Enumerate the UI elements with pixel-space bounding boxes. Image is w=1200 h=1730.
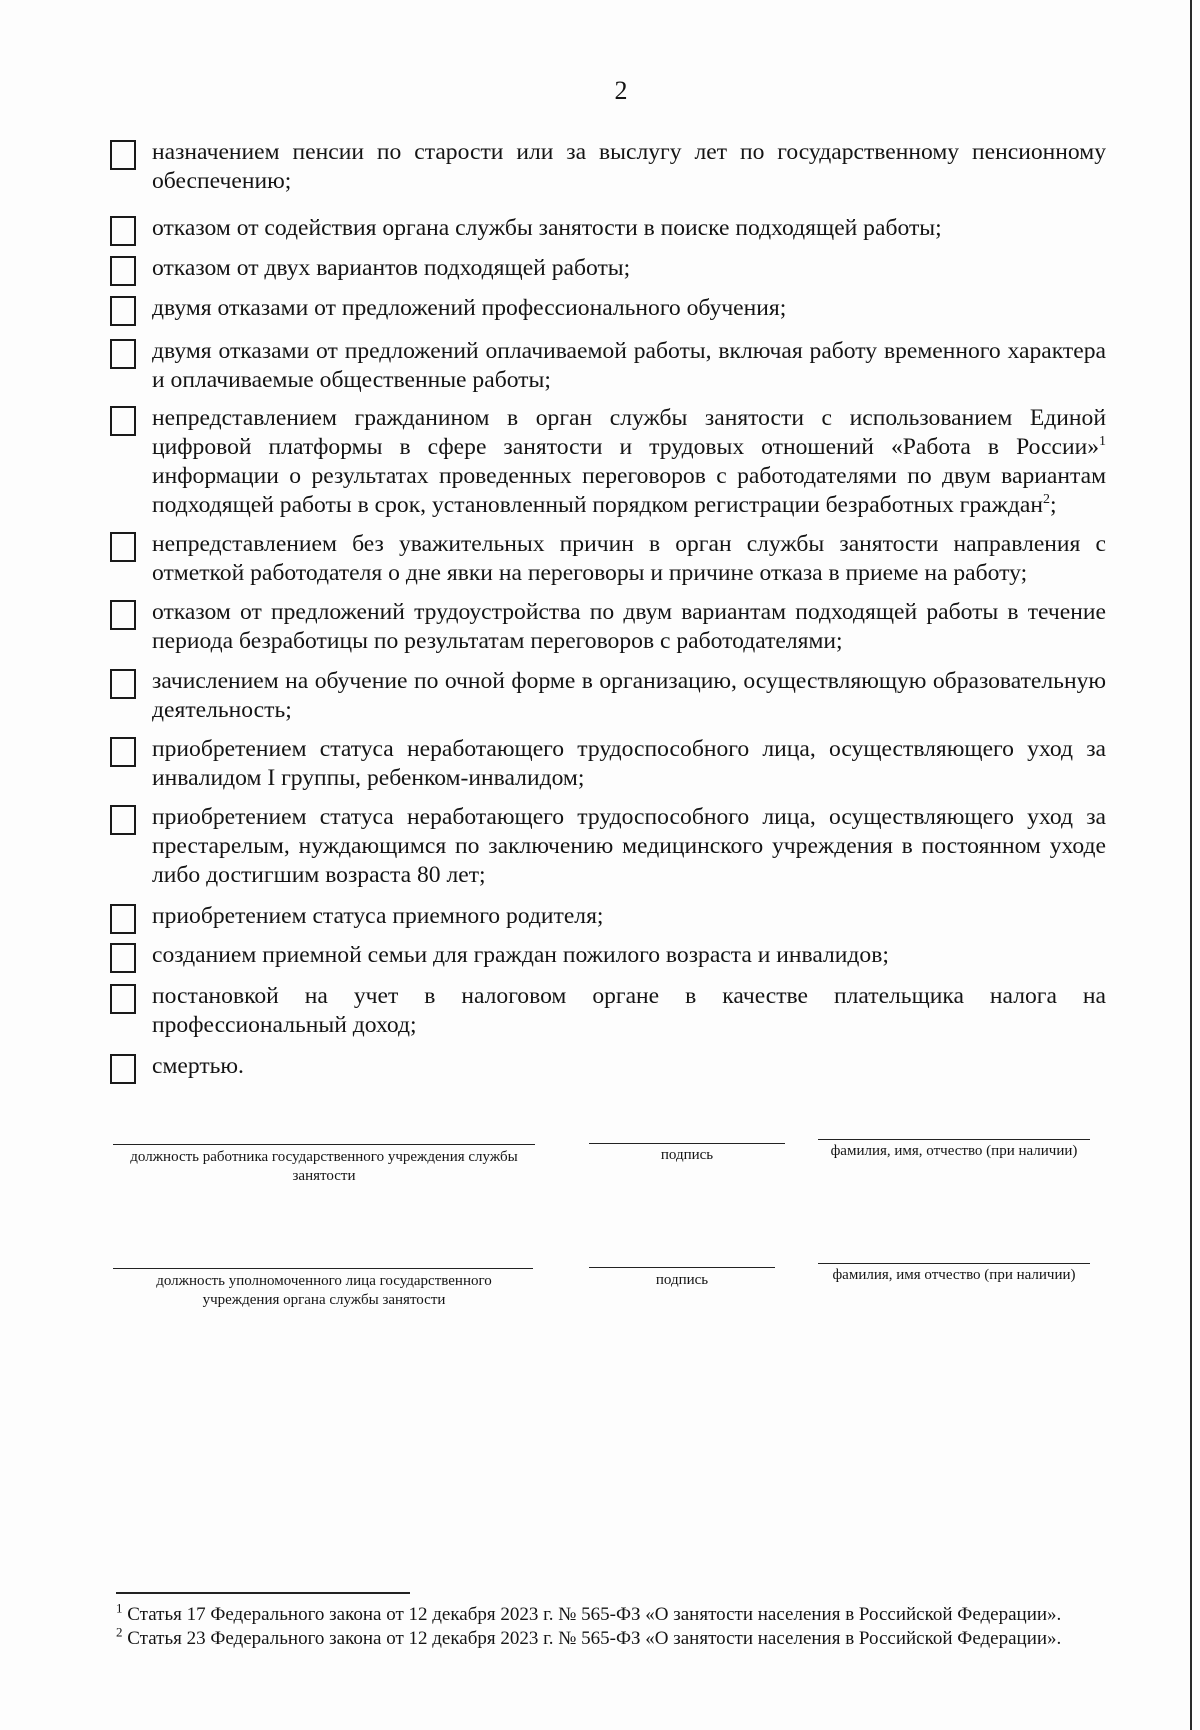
item-text: смертью.: [152, 1053, 244, 1079]
item-text: созданием приемной семьи для граждан пожилого возраста и инвалидов;: [152, 942, 889, 968]
item-text: [152, 404, 1106, 520]
position-caption: должность уполномоченного лица государственного учреждения органа службы занятости: [156, 1273, 492, 1308]
checkbox-pension[interactable]: [110, 140, 136, 170]
signature-line-position[interactable]: [113, 1144, 535, 1145]
checkbox-caregiver-elderly[interactable]: [110, 805, 136, 835]
checkbox-death[interactable]: [110, 1054, 136, 1084]
footnote-rule: [116, 1592, 410, 1594]
footnote-2: [116, 1624, 1156, 1651]
item-text-part: ;: [1050, 492, 1057, 518]
item-text: отказом от содействия органа службы занятости в поиске подходящей работы;: [152, 215, 942, 241]
footnote-mark: 2: [116, 1624, 123, 1640]
item-text: постановкой на учет в налоговом органе в качестве плательщика налога на профессиональный доход;: [152, 983, 1106, 1038]
checkbox-caregiver-disabled[interactable]: [110, 737, 136, 767]
item-text: приобретением статуса неработающего трудоспособного лица, осуществляющего уход за инвалидом I группы, ребенком-инвалидом;: [152, 736, 1106, 791]
footnote-text: Статья 17 Федерального закона от 12 декабря 2023 г. № 565-ФЗ «О занятости населения в Российской Федерации».: [122, 1604, 1062, 1625]
item-text: отказом от предложений трудоустройства по двум вариантам подходящей работы в течение периода безработицы по результатам переговоров с работодателями;: [152, 599, 1106, 654]
checkbox-foster-parent[interactable]: [110, 904, 136, 934]
item-text-part: информации о результатах проведенных переговоров с работодателями по двум вариантам подходящей работы в срок, установленный порядком регистрации безработных граждан: [152, 463, 1106, 518]
page-number: 2: [614, 76, 628, 105]
checkbox-foster-family[interactable]: [110, 943, 136, 973]
checkbox-no-referral[interactable]: [110, 532, 136, 562]
signature-line-position[interactable]: [113, 1268, 533, 1269]
footnote-text: Статья 23 Федерального закона от 12 декабря 2023 г. № 565-ФЗ «О занятости населения в Российской Федерации».: [122, 1628, 1062, 1649]
checkbox-tax-registration[interactable]: [110, 984, 136, 1014]
position-caption: должность работника государственного учреждения службы занятости: [130, 1149, 518, 1184]
signature-line-name[interactable]: [818, 1263, 1090, 1264]
checkbox-refusal-training[interactable]: [110, 296, 136, 326]
name-caption: фамилия, имя, отчество (при наличии): [830, 1143, 1078, 1159]
item-text: двумя отказами от предложений оплачиваемой работы, включая работу временного характера и оплачиваемые общественные работы;: [152, 338, 1106, 393]
signature-line-sign[interactable]: [589, 1143, 785, 1144]
footnote-ref-2: 2: [1043, 492, 1051, 508]
signature-caption: подпись: [660, 1147, 714, 1163]
checkbox-refusal-two-jobs[interactable]: [110, 256, 136, 286]
item-text-part: непредставлением гражданином в орган службы занятости с использованием Единой цифровой платформы в сфере занятости и трудовых отношений «Работа в России»: [152, 405, 1106, 460]
signature-line-name[interactable]: [818, 1139, 1090, 1140]
signature-caption: подпись: [655, 1272, 709, 1288]
item-text: приобретением статуса неработающего трудоспособного лица, осуществляющего уход за престарелым, нуждающимся по заключению медицинского учреждения в постоянном уходе либо достигшим возраста 80 лет;: [152, 804, 1106, 888]
item-text: непредставлением без уважительных причин в орган службы занятости направления с отметкой работодателя о дне явки на переговоры и причине отказа в приеме на работу;: [152, 531, 1106, 586]
footnote-ref-1: 1: [1099, 434, 1106, 450]
scan-edge: [1190, 0, 1192, 1730]
footnote-mark: 1: [116, 1600, 123, 1616]
signature-line-sign[interactable]: [589, 1267, 775, 1268]
footnote-1: [116, 1600, 1156, 1627]
name-caption: фамилия, имя отчество (при наличии): [832, 1267, 1076, 1283]
item-text: зачислением на обучение по очной форме в организацию, осуществляющую образовательную деятельность;: [152, 668, 1106, 723]
item-text: назначением пенсии по старости или за выслугу лет по государственному пенсионному обеспечению;: [152, 139, 1106, 194]
item-text: приобретением статуса приемного родителя;: [152, 903, 604, 929]
checkbox-refusal-paid-work[interactable]: [110, 339, 136, 369]
item-text: двумя отказами от предложений профессионального обучения;: [152, 295, 787, 321]
checkbox-no-negotiation-info[interactable]: [110, 406, 136, 436]
checkbox-refusal-employment[interactable]: [110, 600, 136, 630]
checkbox-enrolled-education[interactable]: [110, 669, 136, 699]
item-text: отказом от двух вариантов подходящей работы;: [152, 255, 631, 281]
checkbox-refusal-assistance[interactable]: [110, 216, 136, 246]
